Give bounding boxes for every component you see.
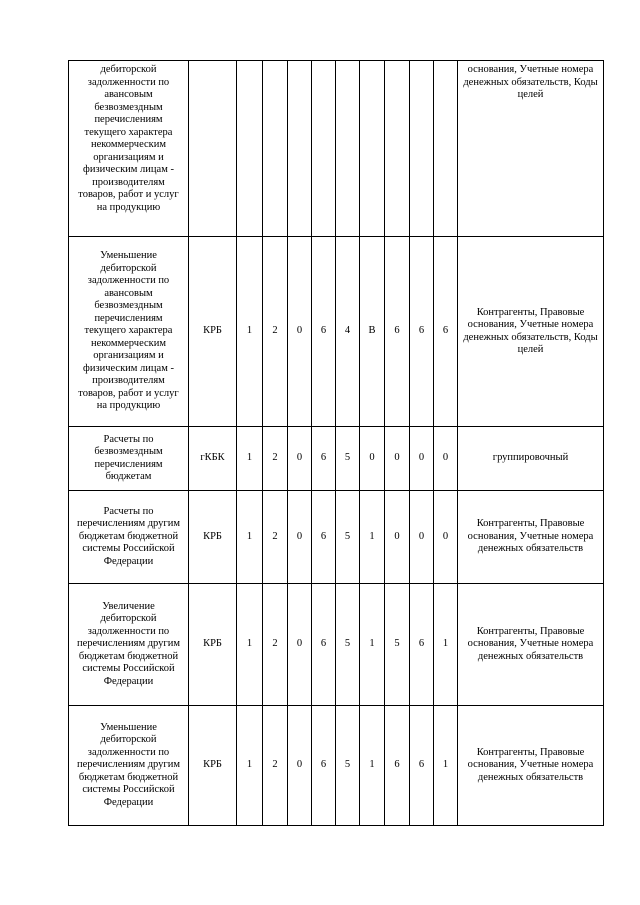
account-type: гКБК bbox=[189, 427, 237, 491]
code-digit: 1 bbox=[434, 584, 458, 706]
account-note: Контрагенты, Правовые основания, Учетные номера денежных обязательств bbox=[458, 491, 604, 584]
account-name: Увеличение дебиторской задолженности по перечислениям другим бюджетам бюджетной системы Российской Федерации bbox=[69, 584, 189, 706]
account-name: дебиторской задолженности по авансовым безвозмездным перечислениям текущего характера некоммерческим организациям и физическим лицам - производителям товаров, работ и услуг на продукцию bbox=[69, 61, 189, 237]
account-type: КРБ bbox=[189, 237, 237, 427]
code-digit: 2 bbox=[263, 706, 288, 826]
code-digit: 2 bbox=[263, 237, 288, 427]
code-digit: 6 bbox=[312, 491, 336, 584]
table-row bbox=[69, 61, 604, 237]
account-name: Уменьшение дебиторской задолженности по перечислениям другим бюджетам бюджетной системы Российской Федерации bbox=[69, 706, 189, 826]
code-digit bbox=[263, 61, 288, 237]
account-type: КРБ bbox=[189, 584, 237, 706]
code-digit: 6 bbox=[312, 237, 336, 427]
code-digit: 6 bbox=[312, 427, 336, 491]
code-digit: 2 bbox=[263, 584, 288, 706]
code-digit: 6 bbox=[434, 237, 458, 427]
account-note: Контрагенты, Правовые основания, Учетные номера денежных обязательств bbox=[458, 584, 604, 706]
table-row bbox=[69, 237, 604, 427]
code-digit: 1 bbox=[237, 706, 263, 826]
code-digit: 0 bbox=[410, 427, 434, 491]
code-digit bbox=[312, 61, 336, 237]
code-digit: 2 bbox=[263, 491, 288, 584]
code-digit: 6 bbox=[410, 584, 434, 706]
code-digit bbox=[434, 61, 458, 237]
code-digit: 1 bbox=[434, 706, 458, 826]
account-name: Расчеты по безвозмездным перечислениям бюджетам bbox=[69, 427, 189, 491]
code-digit: 0 bbox=[288, 237, 312, 427]
code-digit: 5 bbox=[385, 584, 410, 706]
code-digit: 6 bbox=[385, 237, 410, 427]
code-digit: 0 bbox=[288, 491, 312, 584]
code-digit: 6 bbox=[312, 584, 336, 706]
code-digit: 5 bbox=[336, 491, 360, 584]
account-note: группировочный bbox=[458, 427, 604, 491]
account-name: Расчеты по перечислениям другим бюджетам бюджетной системы Российской Федерации bbox=[69, 491, 189, 584]
code-digit: 0 bbox=[434, 427, 458, 491]
code-digit: 5 bbox=[336, 706, 360, 826]
account-type: КРБ bbox=[189, 491, 237, 584]
account-type bbox=[189, 61, 237, 237]
code-digit: 6 bbox=[410, 706, 434, 826]
account-note: Контрагенты, Правовые основания, Учетные номера денежных обязательств bbox=[458, 706, 604, 826]
table-row bbox=[69, 491, 604, 584]
code-digit: 1 bbox=[237, 584, 263, 706]
code-digit: 6 bbox=[385, 706, 410, 826]
code-digit: 0 bbox=[360, 427, 385, 491]
code-digit: 0 bbox=[288, 584, 312, 706]
code-digit: 5 bbox=[336, 584, 360, 706]
code-digit: 0 bbox=[410, 491, 434, 584]
code-digit bbox=[360, 61, 385, 237]
code-digit: 1 bbox=[237, 491, 263, 584]
table-row bbox=[69, 427, 604, 491]
account-note: основания, Учетные номера денежных обязательств, Коды целей bbox=[458, 61, 604, 237]
code-digit bbox=[385, 61, 410, 237]
code-digit: 0 bbox=[385, 491, 410, 584]
code-digit bbox=[237, 61, 263, 237]
code-digit: 6 bbox=[410, 237, 434, 427]
code-digit: В bbox=[360, 237, 385, 427]
code-digit: 1 bbox=[360, 491, 385, 584]
code-digit: 1 bbox=[237, 427, 263, 491]
code-digit: 1 bbox=[360, 584, 385, 706]
code-digit: 0 bbox=[385, 427, 410, 491]
table-row bbox=[69, 706, 604, 826]
code-digit: 1 bbox=[360, 706, 385, 826]
code-digit: 2 bbox=[263, 427, 288, 491]
account-name: Уменьшение дебиторской задолженности по авансовым безвозмездным перечислениям текущего характера некоммерческим организациям и физическим лицам - производителям товаров, работ и услуг на продукцию bbox=[69, 237, 189, 427]
account-type: КРБ bbox=[189, 706, 237, 826]
code-digit: 0 bbox=[288, 706, 312, 826]
code-digit: 5 bbox=[336, 427, 360, 491]
code-digit: 1 bbox=[237, 237, 263, 427]
accounts-table bbox=[68, 60, 604, 826]
account-note: Контрагенты, Правовые основания, Учетные номера денежных обязательств, Коды целей bbox=[458, 237, 604, 427]
code-digit bbox=[336, 61, 360, 237]
code-digit bbox=[410, 61, 434, 237]
code-digit: 4 bbox=[336, 237, 360, 427]
code-digit bbox=[288, 61, 312, 237]
table-row bbox=[69, 584, 604, 706]
code-digit: 0 bbox=[288, 427, 312, 491]
code-digit: 6 bbox=[312, 706, 336, 826]
code-digit: 0 bbox=[434, 491, 458, 584]
